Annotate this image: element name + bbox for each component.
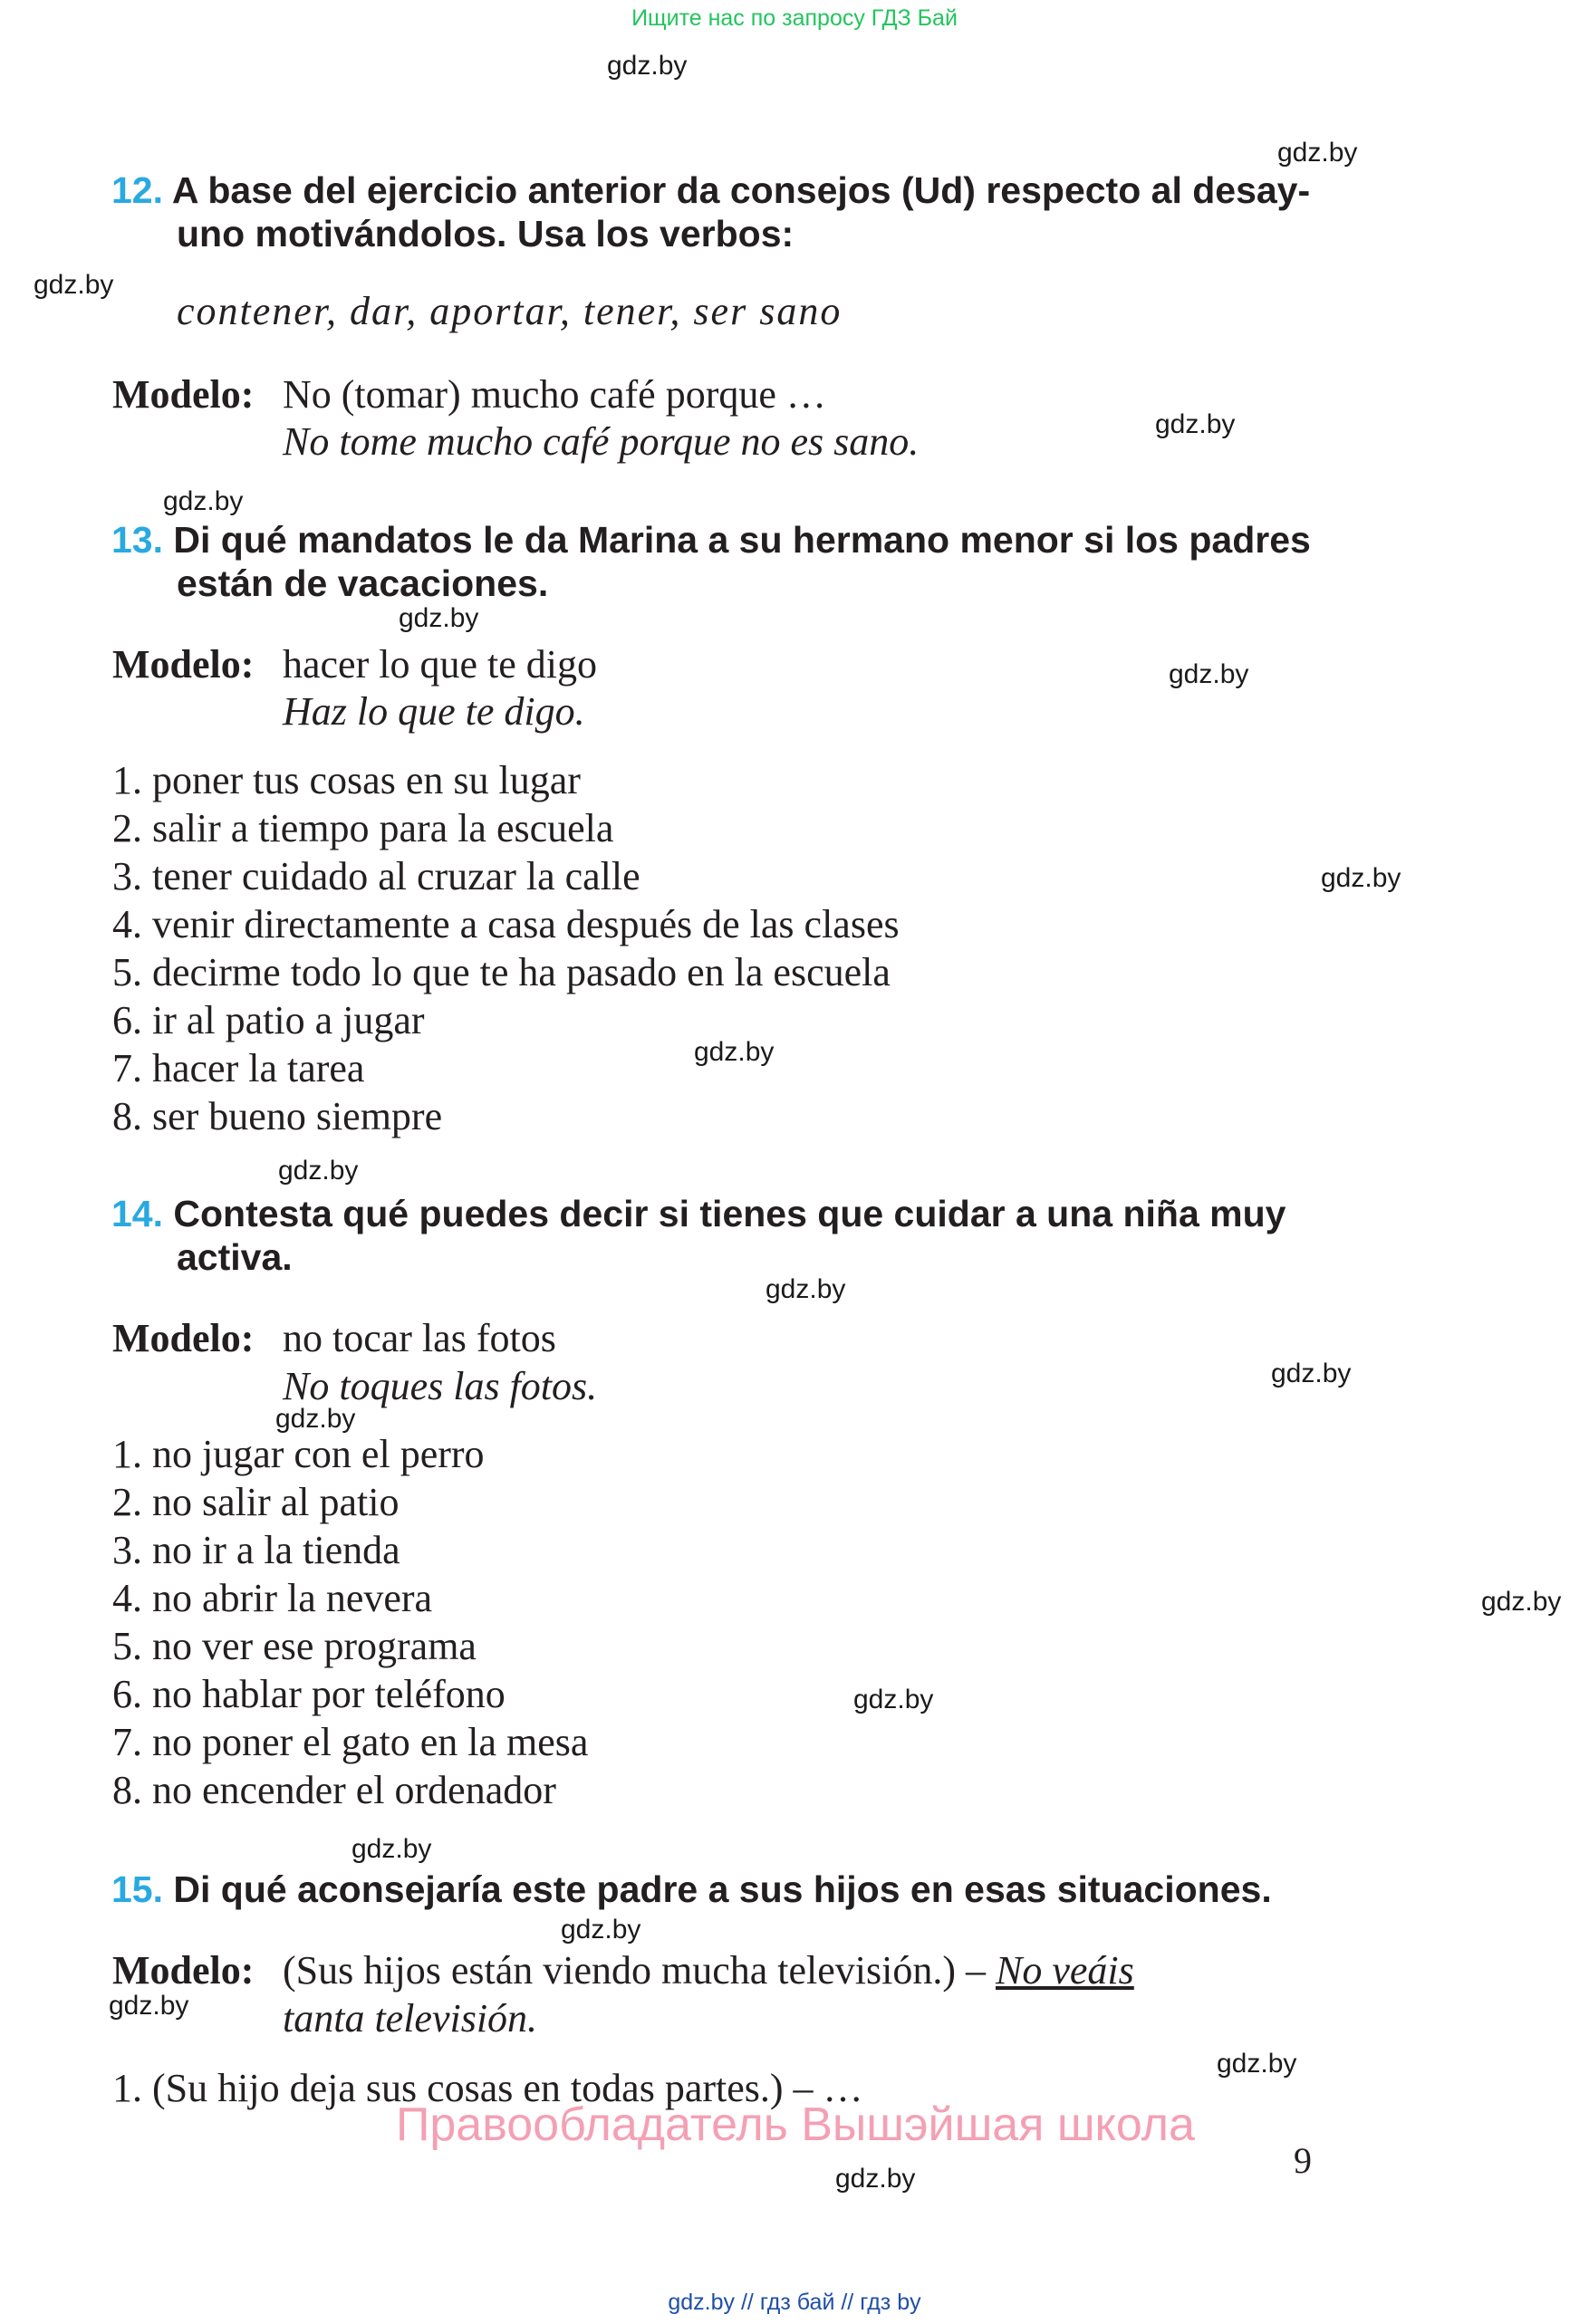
exercise-instruction: activa.	[177, 1236, 293, 1278]
list-item: 1. (Su hijo deja sus cosas en todas partes.) – …	[112, 2066, 863, 2110]
modelo-answer: No toques las fotos.	[283, 1364, 598, 1408]
list-item: 5. decirme todo lo que te ha pasado en la escuela	[112, 950, 891, 994]
watermark: gdz.by	[694, 1037, 775, 1067]
watermark: gdz.by	[352, 1834, 432, 1864]
top-banner: Ищите нас по запросу ГДЗ Бай	[631, 5, 958, 31]
list-item: 8. ser bueno siempre	[112, 1094, 443, 1138]
exercise-number: 13.	[111, 519, 163, 561]
modelo-prompt: hacer lo que te digo	[283, 642, 597, 687]
list-item: 4. no abrir la nevera	[112, 1576, 433, 1620]
modelo-answer: Haz lo que te digo.	[283, 689, 585, 734]
watermark: gdz.by	[561, 1915, 641, 1945]
list-item: 4. venir directamente a casa después de las clases	[112, 902, 900, 946]
modelo-line	[283, 1947, 1134, 1993]
modelo-prompt: (Sus hijos están viendo mucha televisión.) –	[283, 1948, 996, 1993]
list-item: 3. no ir a la tienda	[112, 1528, 400, 1572]
list-item: 7. no poner el gato en la mesa	[112, 1720, 589, 1764]
page-number: 9	[1294, 2140, 1312, 2181]
list-item: 2. no salir al patio	[112, 1480, 400, 1524]
copyright-notice: Правообладатель Вышэйшая школа	[396, 2098, 1195, 2151]
list-item: 3. tener cuidado al cruzar la calle	[112, 854, 640, 898]
exercise-instruction: Di qué aconsejaría este padre a sus hijos en esas situaciones.	[173, 1868, 1272, 1910]
exercise-instruction: A base del ejercicio anterior da consejos (Ud) respecto al desay-	[171, 169, 1311, 211]
list-item: 1. no jugar con el perro	[112, 1432, 485, 1476]
watermark: gdz.by	[1277, 138, 1358, 168]
watermark: gdz.by	[275, 1404, 356, 1434]
exercise-number: 14.	[111, 1193, 163, 1234]
exercise-instruction: uno motivándolos. Usa los verbos:	[177, 213, 794, 254]
modelo-label: Modelo:	[112, 1316, 255, 1360]
list-item: 1. poner tus cosas en su lugar	[112, 758, 581, 802]
watermark: gdz.by	[1271, 1359, 1352, 1388]
modelo-prompt: No (tomar) mucho café porque …	[283, 372, 826, 417]
verb-list: contener, dar, aportar, tener, ser sano	[177, 289, 843, 333]
exercise-13-heading	[111, 518, 1311, 605]
watermark: gdz.by	[607, 51, 688, 81]
exercise-instruction: están de vacaciones.	[177, 562, 549, 604]
modelo-label: Modelo:	[112, 1948, 255, 1993]
watermark: gdz.by	[109, 1991, 189, 2021]
watermark: gdz.by	[1169, 659, 1249, 689]
watermark: gdz.by	[278, 1156, 359, 1186]
list-item: 7. hacer la tarea	[112, 1046, 365, 1090]
watermark: gdz.by	[766, 1274, 846, 1304]
exercise-12-heading	[111, 168, 1310, 255]
list-item: 2. salir a tiempo para la escuela	[112, 806, 614, 850]
watermark: gdz.by	[1481, 1587, 1562, 1617]
modelo-label: Modelo:	[112, 642, 255, 687]
exercise-number: 12.	[111, 169, 163, 211]
watermark: gdz.by	[399, 603, 479, 633]
exercise-number: 15.	[111, 1868, 163, 1910]
watermark: gdz.by	[1321, 863, 1401, 893]
modelo-answer: No tome mucho café porque no es sano.	[283, 419, 920, 464]
watermark: gdz.by	[835, 2164, 916, 2194]
footer-links: gdz.by // гдз бай // гдз by	[668, 2290, 921, 2315]
watermark: gdz.by	[163, 486, 244, 516]
exercise-instruction: Di qué mandatos le da Marina a su hermano menor si los padres	[173, 519, 1311, 561]
modelo-answer: No veáis	[996, 1948, 1134, 1993]
list-item: 6. ir al patio a jugar	[112, 998, 425, 1042]
exercise-15-heading	[111, 1868, 1272, 1911]
exercise-14-heading	[111, 1192, 1286, 1279]
modelo-prompt: no tocar las fotos	[283, 1316, 556, 1360]
list-item: 8. no encender el ordenador	[112, 1768, 556, 1812]
watermark: gdz.by	[34, 270, 114, 300]
modelo-answer: tanta televisión.	[283, 1996, 538, 2041]
watermark: gdz.by	[1155, 409, 1236, 439]
modelo-label: Modelo:	[112, 372, 255, 417]
exercise-instruction: Contesta qué puedes decir si tienes que cuidar a una niña muy	[173, 1193, 1286, 1234]
list-item: 6. no hablar por teléfono	[112, 1672, 506, 1716]
watermark: gdz.by	[853, 1685, 934, 1714]
list-item: 5. no ver ese programa	[112, 1624, 477, 1668]
watermark: gdz.by	[1217, 2049, 1297, 2079]
